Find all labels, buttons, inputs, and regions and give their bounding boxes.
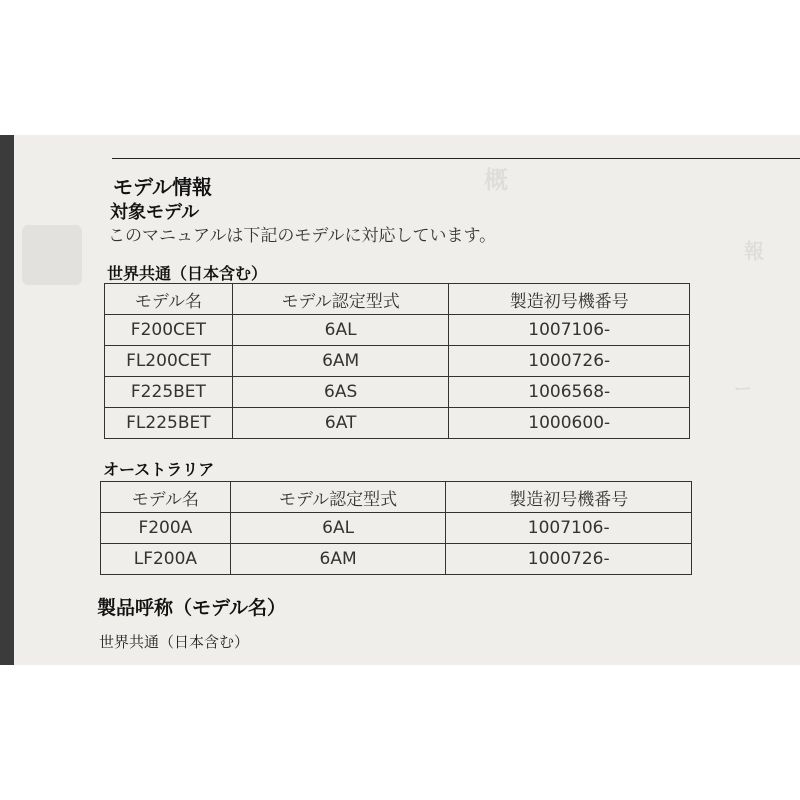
cell-serial-number: 1007106- — [449, 315, 690, 346]
intro-text: このマニュアルは下記のモデルに対応しています。 — [108, 226, 497, 246]
cell-serial-number: 1000726- — [449, 346, 690, 377]
table-row — [105, 377, 690, 408]
product-name-subheading: 世界共通（日本含む） — [99, 633, 250, 651]
header-serial-number: 製造初号機番号 — [449, 284, 690, 315]
table-row — [105, 346, 690, 377]
cell-model-type: 6AS — [232, 377, 449, 408]
header-model-type: モデル認定型式 — [232, 284, 449, 315]
header-serial-number: 製造初号機番号 — [446, 482, 692, 513]
header-model-name: モデル名 — [105, 284, 233, 315]
bleed-through-tab — [22, 225, 82, 285]
cell-model-name: F225BET — [105, 377, 233, 408]
table-row — [105, 315, 690, 346]
cell-model-name: F200A — [101, 513, 231, 544]
cell-model-type: 6AL — [230, 513, 446, 544]
manual-page — [14, 135, 800, 665]
cell-serial-number: 1000600- — [449, 408, 690, 439]
cell-serial-number: 1006568- — [449, 377, 690, 408]
bleed-through-text: 概 — [484, 166, 508, 194]
table-header-row — [105, 284, 690, 315]
bleed-through-text: 報 — [744, 239, 764, 263]
cell-model-name: LF200A — [101, 544, 231, 575]
table-row — [101, 544, 692, 575]
cell-model-type: 6AM — [230, 544, 446, 575]
product-name-heading: 製品呼称（モデル名） — [97, 597, 287, 619]
binding-shadow — [0, 135, 14, 665]
bleed-through-text: ー — [734, 379, 752, 400]
header-rule — [112, 158, 800, 159]
cell-serial-number: 1007106- — [446, 513, 692, 544]
table-row — [105, 408, 690, 439]
model-table-worldwide — [104, 283, 690, 439]
section-subtitle: 対象モデル — [110, 202, 200, 223]
cell-model-type: 6AT — [232, 408, 449, 439]
page-title: モデル情報 — [113, 175, 212, 199]
cell-model-name: FL225BET — [105, 408, 233, 439]
table-label-worldwide: 世界共通（日本含む） — [107, 264, 268, 283]
header-model-name: モデル名 — [101, 482, 231, 513]
table-row — [101, 513, 692, 544]
cell-model-name: F200CET — [105, 315, 233, 346]
model-table-australia — [100, 481, 692, 575]
table-label-australia: オーストラリア — [103, 460, 215, 479]
header-model-type: モデル認定型式 — [230, 482, 446, 513]
cell-model-type: 6AM — [232, 346, 449, 377]
cell-model-type: 6AL — [232, 315, 449, 346]
table-header-row — [101, 482, 692, 513]
cell-model-name: FL200CET — [105, 346, 233, 377]
cell-serial-number: 1000726- — [446, 544, 692, 575]
